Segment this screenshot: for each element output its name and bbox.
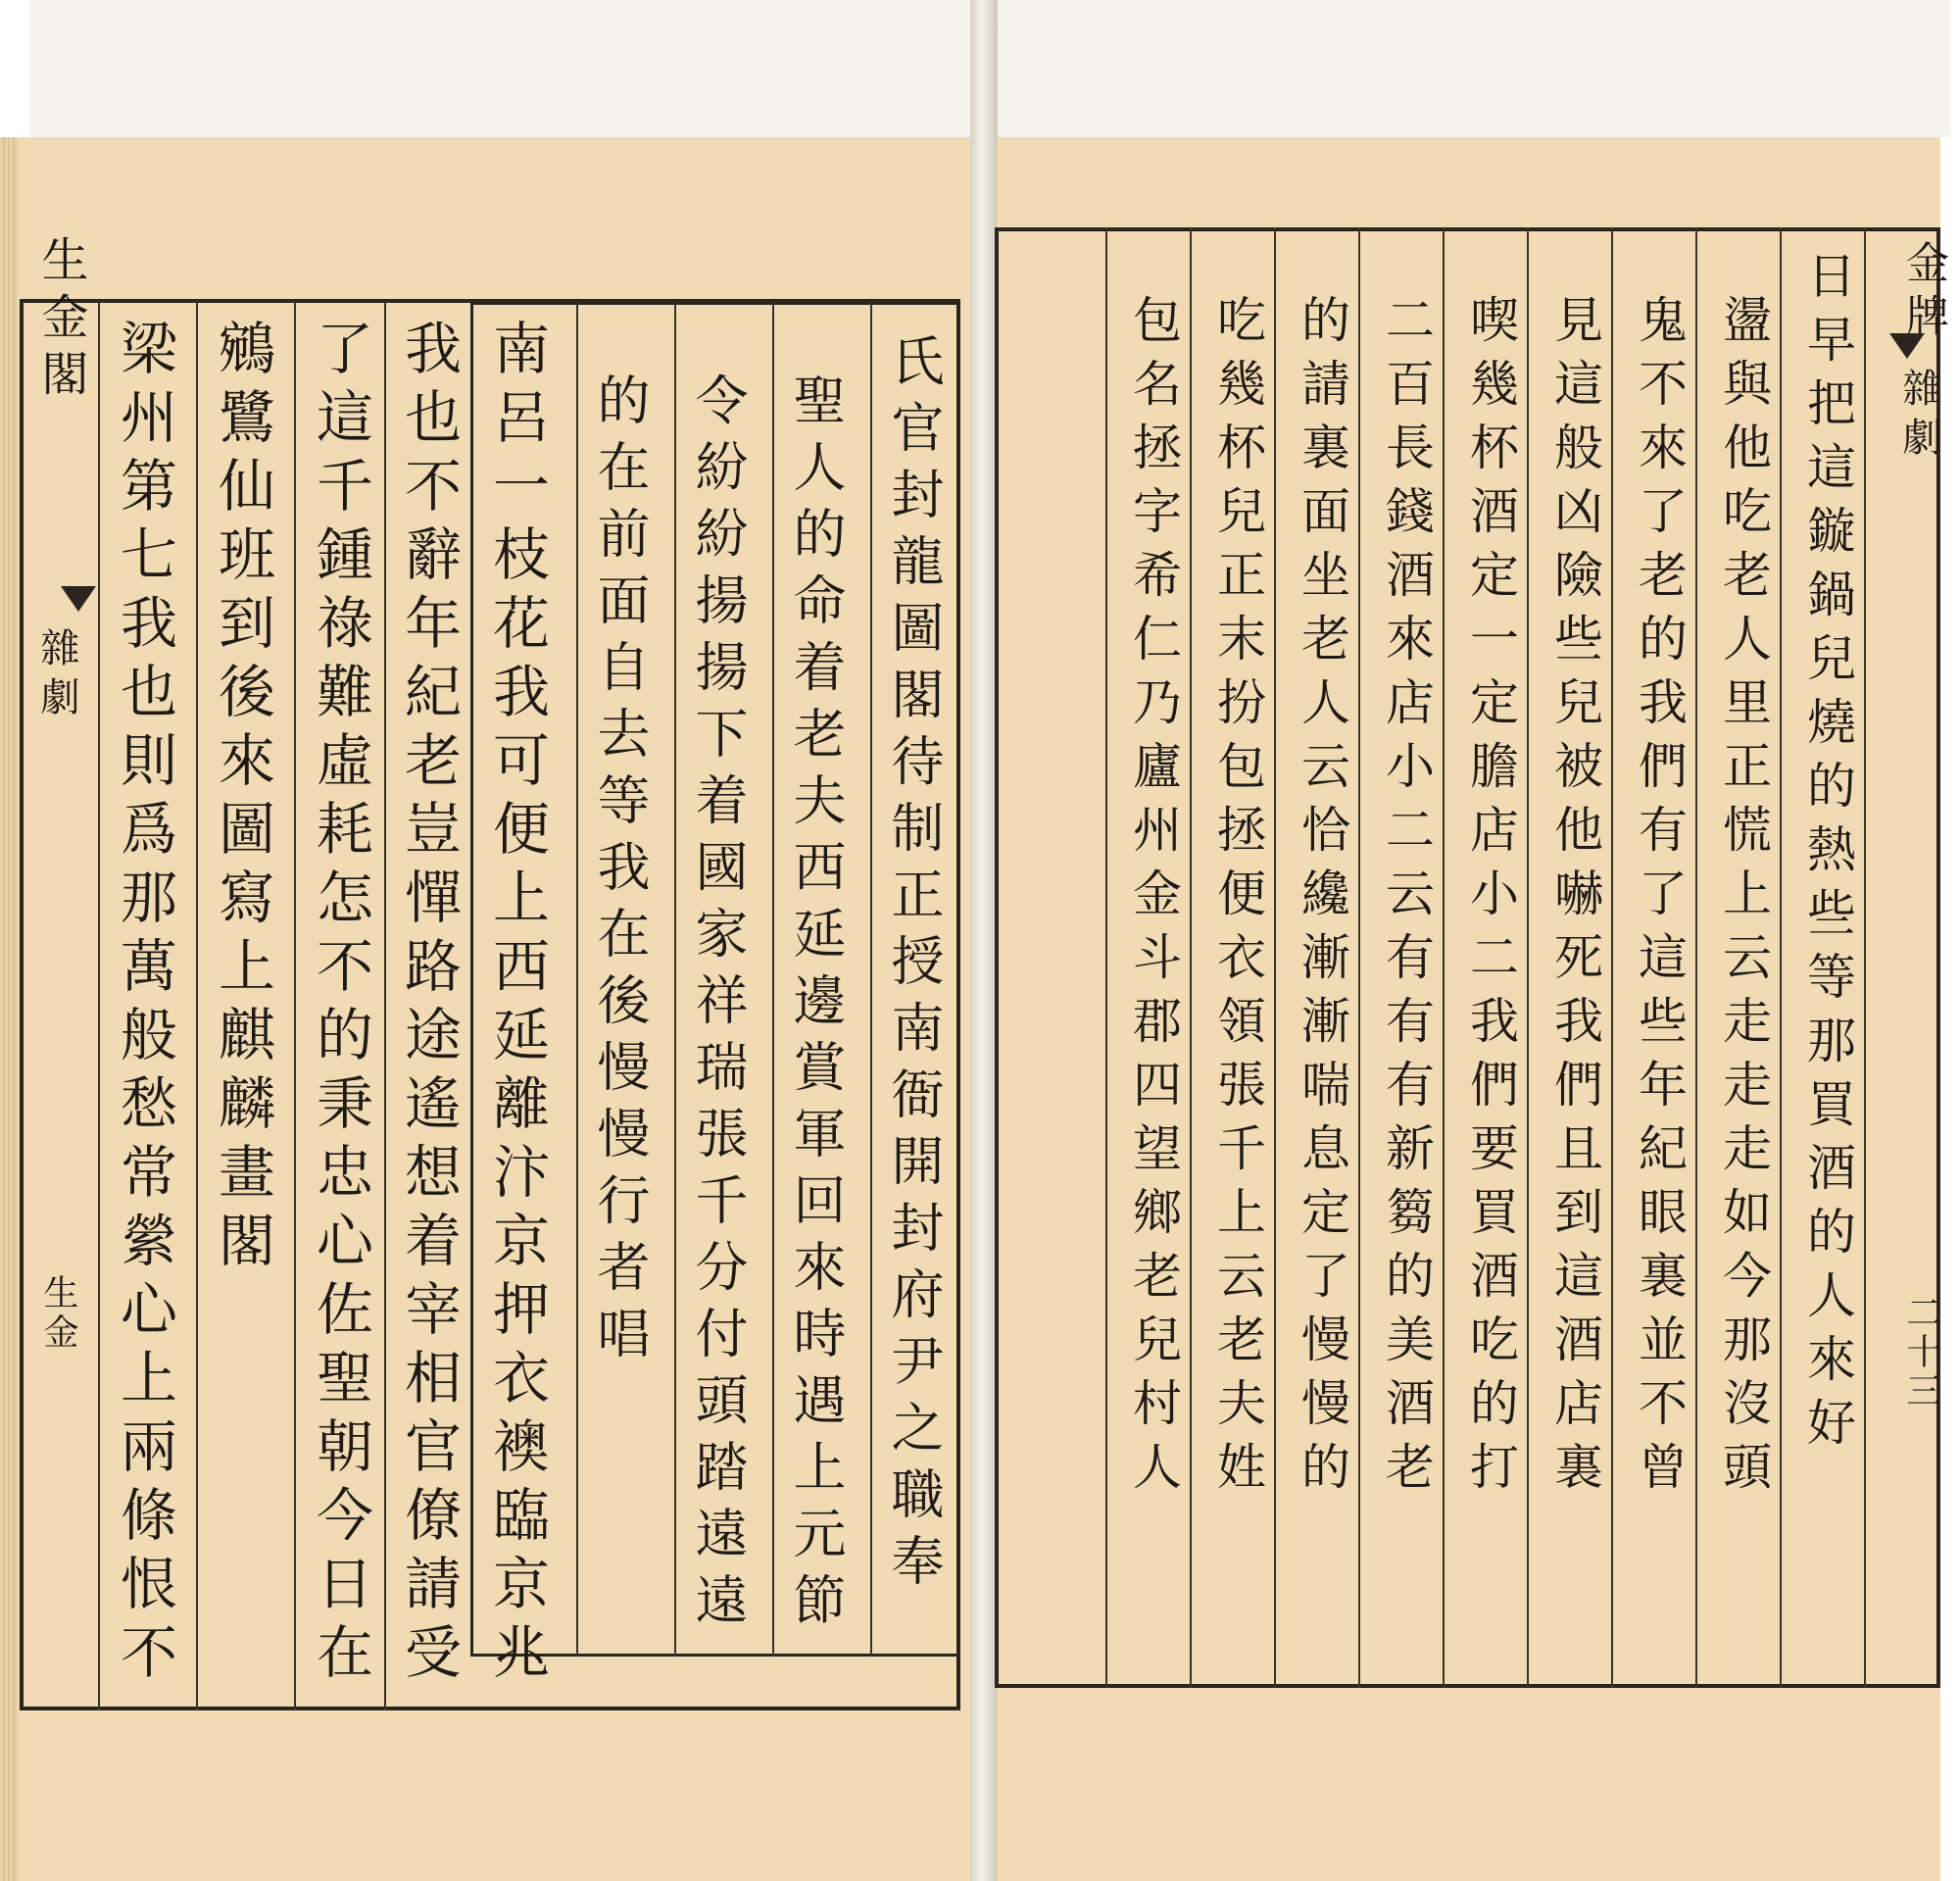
text-column: 鵷鷺仙班到後來圖寫上麒麟畫閣 (209, 319, 275, 1279)
text-column: 的在前面自去等我在後慢慢行者唱 (589, 372, 651, 1372)
book-gutter (970, 0, 998, 1881)
right-margin-subtitle: 雜劇 (1896, 368, 1941, 466)
text-column: 氏官封龍圖閣待制正授南衙開封府尹之職奉 (883, 333, 945, 1600)
column-rule (294, 302, 296, 1710)
text-column: 南呂一枝花我可便上西延離汴京押衣襖臨京兆 (483, 319, 550, 1691)
fishtail-mark (61, 586, 96, 612)
text-column: 二百長錢酒來店小二云有有有新篘的美酒老 (1378, 294, 1435, 1505)
text-column: 的請裏面坐老人云恰纔漸漸喘息定了慢慢的 (1294, 294, 1350, 1505)
column-rule (1864, 227, 1866, 1688)
leaf-number: 二十三 (1901, 1294, 1941, 1411)
column-rule (674, 302, 676, 1657)
column-rule (1358, 227, 1360, 1688)
column-rule (1105, 227, 1107, 1688)
column-rule (576, 302, 578, 1657)
text-column: 鬼不來了老的我們有了這些年紀眼裏並不曾 (1631, 294, 1688, 1505)
text-column: 令紛紛揚揚下着國家祥瑞張千分付頭踏遠遠 (687, 372, 749, 1639)
text-column: 聖人的命着老夫西延邊賞軍回來時遇上元節 (785, 372, 847, 1639)
column-rule (1190, 227, 1192, 1688)
text-column: 盪與他吃老人里正慌上云走走走如今那沒頭 (1715, 294, 1772, 1505)
text-column: 日早把這鏇鍋兒燒的熱些等那買酒的人來好 (1799, 250, 1856, 1460)
column-rule (196, 302, 198, 1710)
text-column: 包名拯字希仁乃廬州金斗郡四望鄉老兒村人 (1125, 294, 1182, 1505)
left-margin-bottom: 生金 (38, 1274, 78, 1353)
column-rule (772, 302, 774, 1657)
column-rule (1443, 227, 1445, 1688)
text-column: 我也不辭年紀老豈憚路途遙想着宰相官僚請受 (395, 319, 462, 1691)
text-column: 了這千鍾祿難虛耗怎不的秉忠心佐聖朝今日在 (307, 319, 373, 1691)
column-rule (870, 302, 872, 1657)
column-rule (384, 302, 386, 1710)
column-rule (1780, 227, 1782, 1688)
column-rule (1274, 227, 1276, 1688)
left-margin-title: 生金閣 (33, 235, 88, 406)
text-column: 吃幾杯兒正末扮包拯便衣領張千上云老夫姓 (1209, 294, 1266, 1505)
column-rule (1611, 227, 1613, 1688)
column-rule (98, 302, 100, 1710)
text-column: 見這般凶險些兒被他嚇死我們且到這酒店裏 (1546, 294, 1603, 1505)
column-rule (1527, 227, 1529, 1688)
text-column: 梁州第七我也則爲那萬般愁常縈心上兩條恨不 (111, 319, 177, 1691)
page-stack-edge (0, 137, 18, 1881)
column-rule (1695, 227, 1697, 1688)
fishtail-mark (1889, 333, 1925, 359)
right-margin-title: 金牌 (1898, 240, 1948, 346)
left-margin-subtitle: 雜劇 (34, 627, 79, 725)
text-column: 喫幾杯酒定一定膽店小二我們要買酒吃的打 (1462, 294, 1519, 1505)
